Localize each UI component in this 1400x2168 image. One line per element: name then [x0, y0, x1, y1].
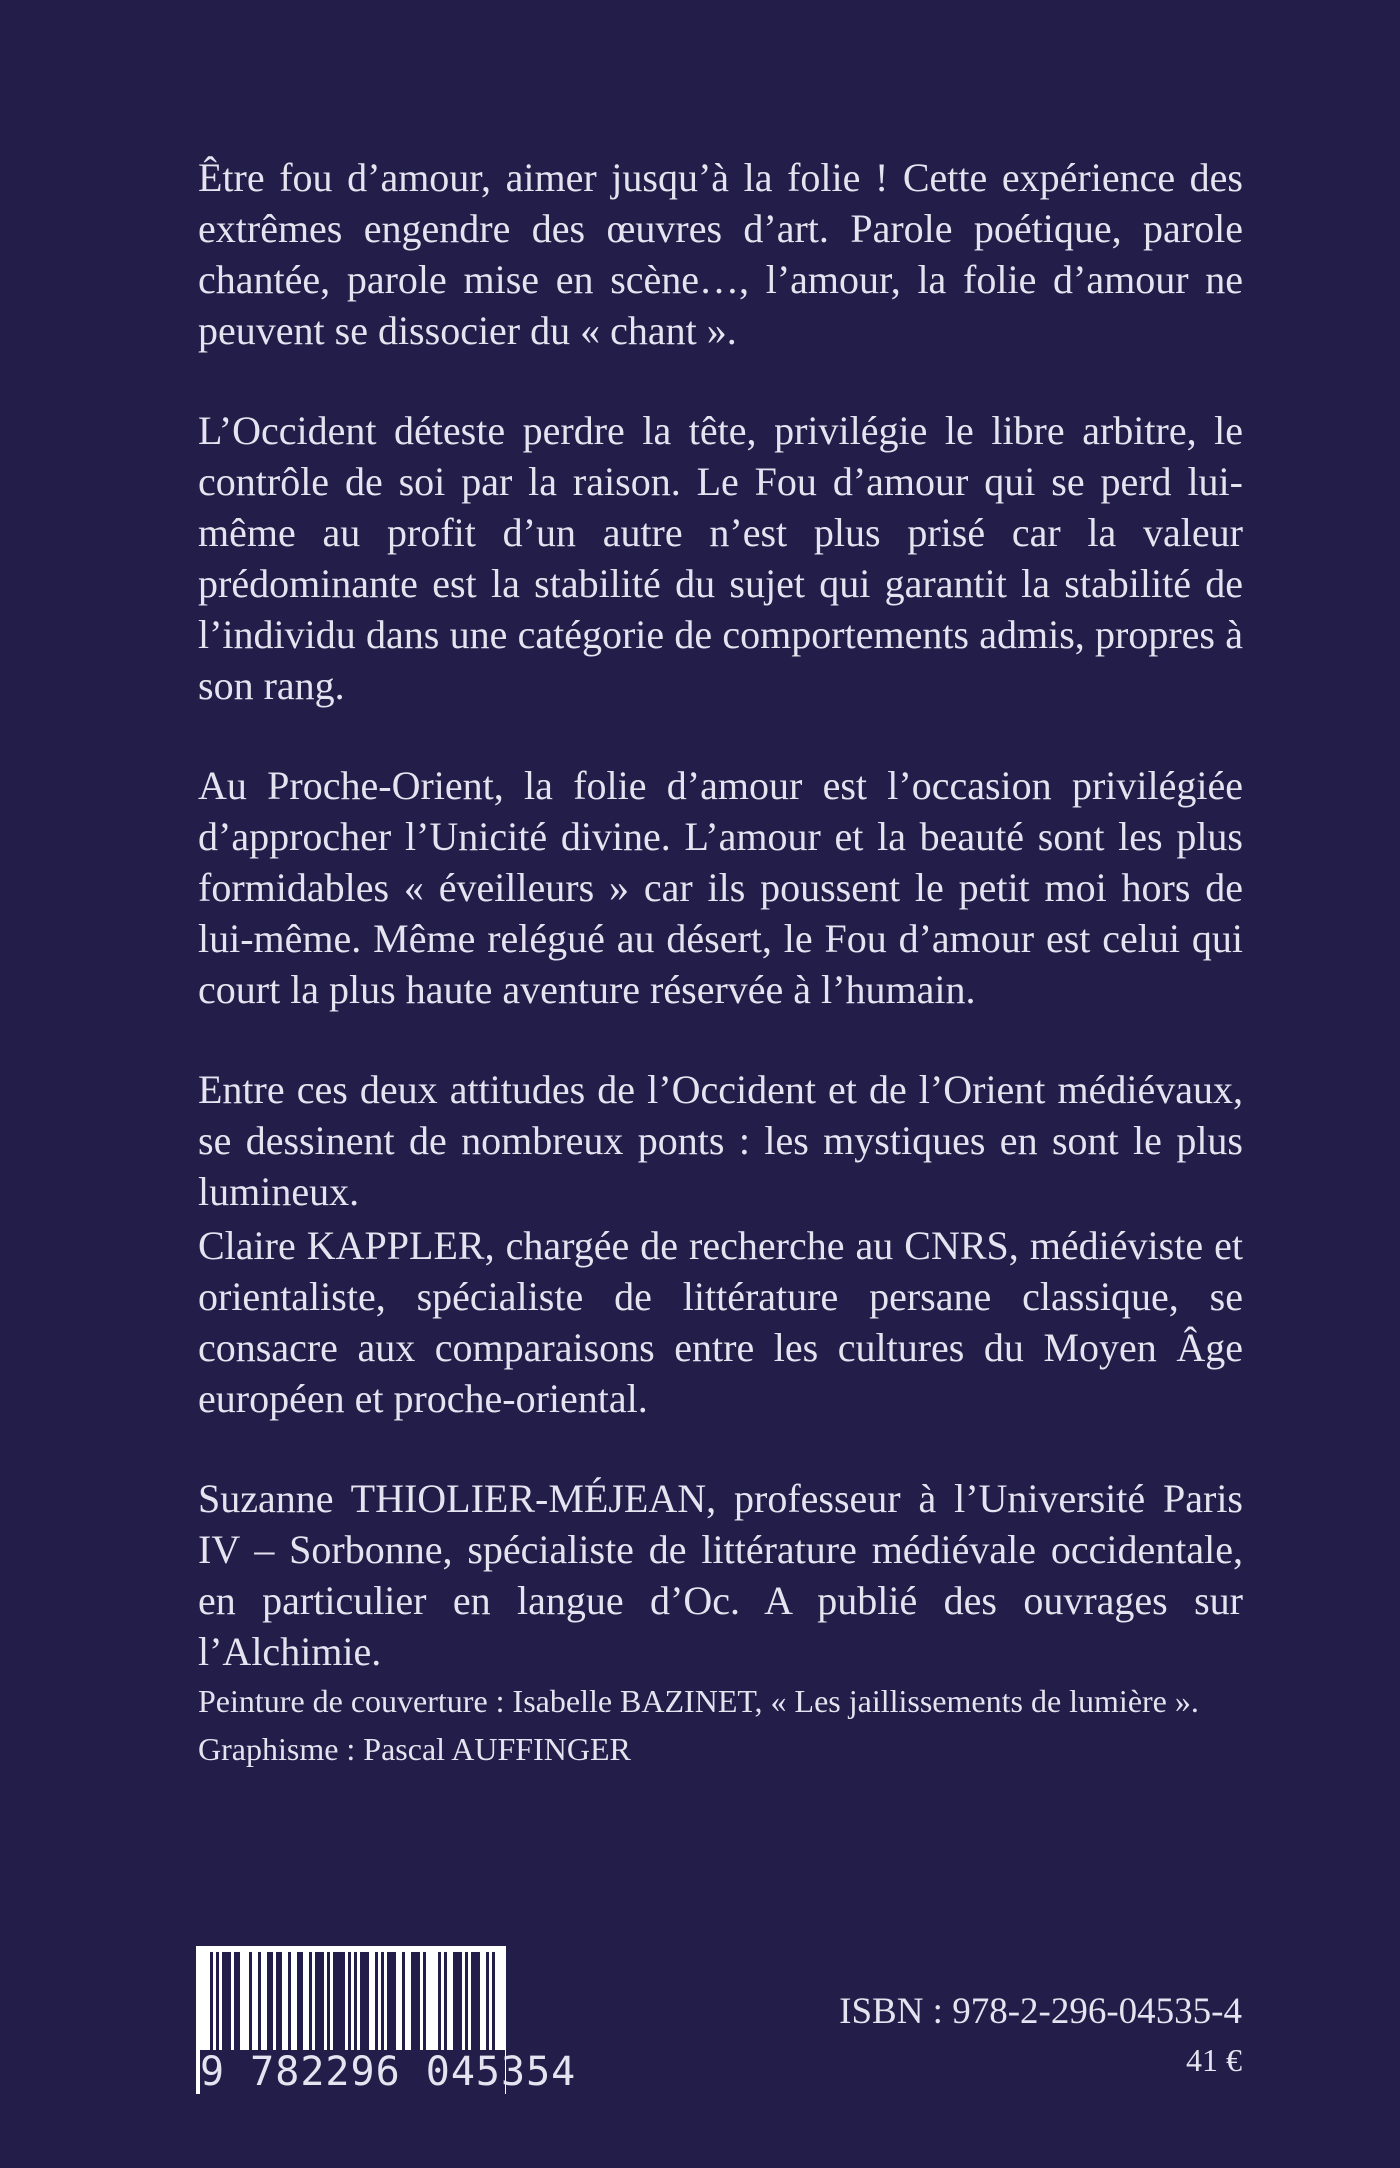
barcode-bar [336, 1952, 339, 2052]
barcode-bar [474, 1952, 477, 2052]
barcode-bar [366, 1952, 369, 2052]
author-bio-kappler: Claire KAPPLER, chargée de recherche au CNRS, médiéviste et orientaliste, spécialiste de littérature persane classique, se consacre aux comparaisons entre les cultures du Moyen Âge européen et proche-oriental. [198, 1223, 1243, 1421]
description-paragraph-3: Au Proche-Orient, la folie d’amour est l’occasion privilégiée d’approcher l’Unicité divine. L’amour et la beauté sont les plus formidables « éveilleurs » car ils poussent le petit moi hors de lui-même. Même relégué au désert, le Fou d’amour est celui qui court la plus haute aventure réservée à l’humain. [198, 763, 1243, 1012]
barcode-bar [411, 1952, 414, 2052]
isbn: ISBN : 978-2-296-04535-4 [839, 1991, 1242, 2032]
credits [198, 1677, 1243, 1773]
barcode-bar [249, 1952, 252, 2052]
barcode-bar [288, 1952, 291, 2052]
barcode-bar [402, 1952, 405, 2052]
barcode-bar [228, 1952, 231, 2052]
barcode-bar [423, 1952, 426, 2052]
barcode-bar [459, 1952, 462, 2052]
barcode-bar [318, 1952, 321, 2052]
barcode-bar [465, 1952, 468, 2052]
barcode-digits: 9 782296 045354 [200, 2049, 577, 2095]
barcode-bar [327, 1952, 330, 2052]
barcode-bar [363, 1952, 366, 2052]
barcode-bar [267, 1952, 270, 2052]
barcode-bar [321, 1952, 324, 2052]
barcode-bar [387, 1952, 390, 2052]
barcode-bar [258, 1952, 261, 2052]
description-paragraph-2: L’Occident déteste perdre la tête, privilégie le libre arbitre, le contrôle de soi par la raison. Le Fou d’amour qui se perd lui-même au profit d’un autre n’est plus prisé car la valeur prédominante est la stabilité du sujet qui garantit la stabilité de l’individu dans une catégorie de comportements admis, propres à son rang. [198, 408, 1243, 708]
barcode-bar [393, 1952, 396, 2052]
barcode-bar [300, 1952, 303, 2052]
barcode-bar [360, 1952, 363, 2052]
barcode-bar [333, 1952, 336, 2052]
price: 41 € [1186, 2042, 1242, 2078]
barcode-bar [237, 1952, 240, 2052]
barcode-bar [444, 1952, 447, 2052]
barcode-bar [381, 1952, 384, 2052]
barcode-bar [222, 1952, 225, 2052]
barcode-bar [279, 1952, 282, 2052]
barcode-bar [270, 1952, 273, 2052]
description-paragraph-1: Être fou d’amour, aimer jusqu’à la folie ! Cette expérience des extrêmes engendre des œuvres d’art. Parole poétique, parole chantée, parole mise en scène…, l’amour, la folie d’amour ne peuvent se dissocier du « chant ». [198, 155, 1243, 353]
barcode-bar [342, 1952, 345, 2052]
barcode-bar [390, 1952, 393, 2052]
barcode-bar [456, 1952, 459, 2052]
barcode-bar [297, 1952, 300, 2052]
cover-painting-credit: Peinture de couverture : Isabelle BAZINET, « Les jaillissements de lumière ». [198, 1683, 1199, 1719]
barcode-bar [276, 1952, 279, 2052]
barcode-bar [417, 1952, 420, 2052]
description-paragraph-4: Entre ces deux attitudes de l’Occident et de l’Orient médiévaux, se dessinent de nombreux ponts : les mystiques en sont le plus lumineux. [198, 1067, 1243, 1214]
design-credit: Graphisme : Pascal AUFFINGER [198, 1731, 631, 1767]
barcode-bar [453, 1952, 456, 2052]
book-description [198, 152, 1243, 1266]
author-bios [198, 1220, 1243, 1726]
barcode-bar [414, 1952, 417, 2052]
barcode-bar [375, 1952, 378, 2052]
barcode-bar [315, 1952, 318, 2052]
author-bio-thiolier-mejean: Suzanne THIOLIER-MÉJEAN, professeur à l’Université Paris IV – Sorbonne, spécialiste de littérature médiévale occidentale, en particulier en langue d’Oc. A publié des ouvrages sur l’Alchimie. [198, 1476, 1243, 1674]
barcode-bar [471, 1952, 474, 2052]
barcode-bar [234, 1952, 237, 2052]
barcode-bar [477, 1952, 480, 2052]
barcode-bar [438, 1952, 441, 2052]
barcode-bar [225, 1952, 228, 2052]
barcode-bar [309, 1952, 312, 2052]
barcode-bar [339, 1952, 342, 2052]
